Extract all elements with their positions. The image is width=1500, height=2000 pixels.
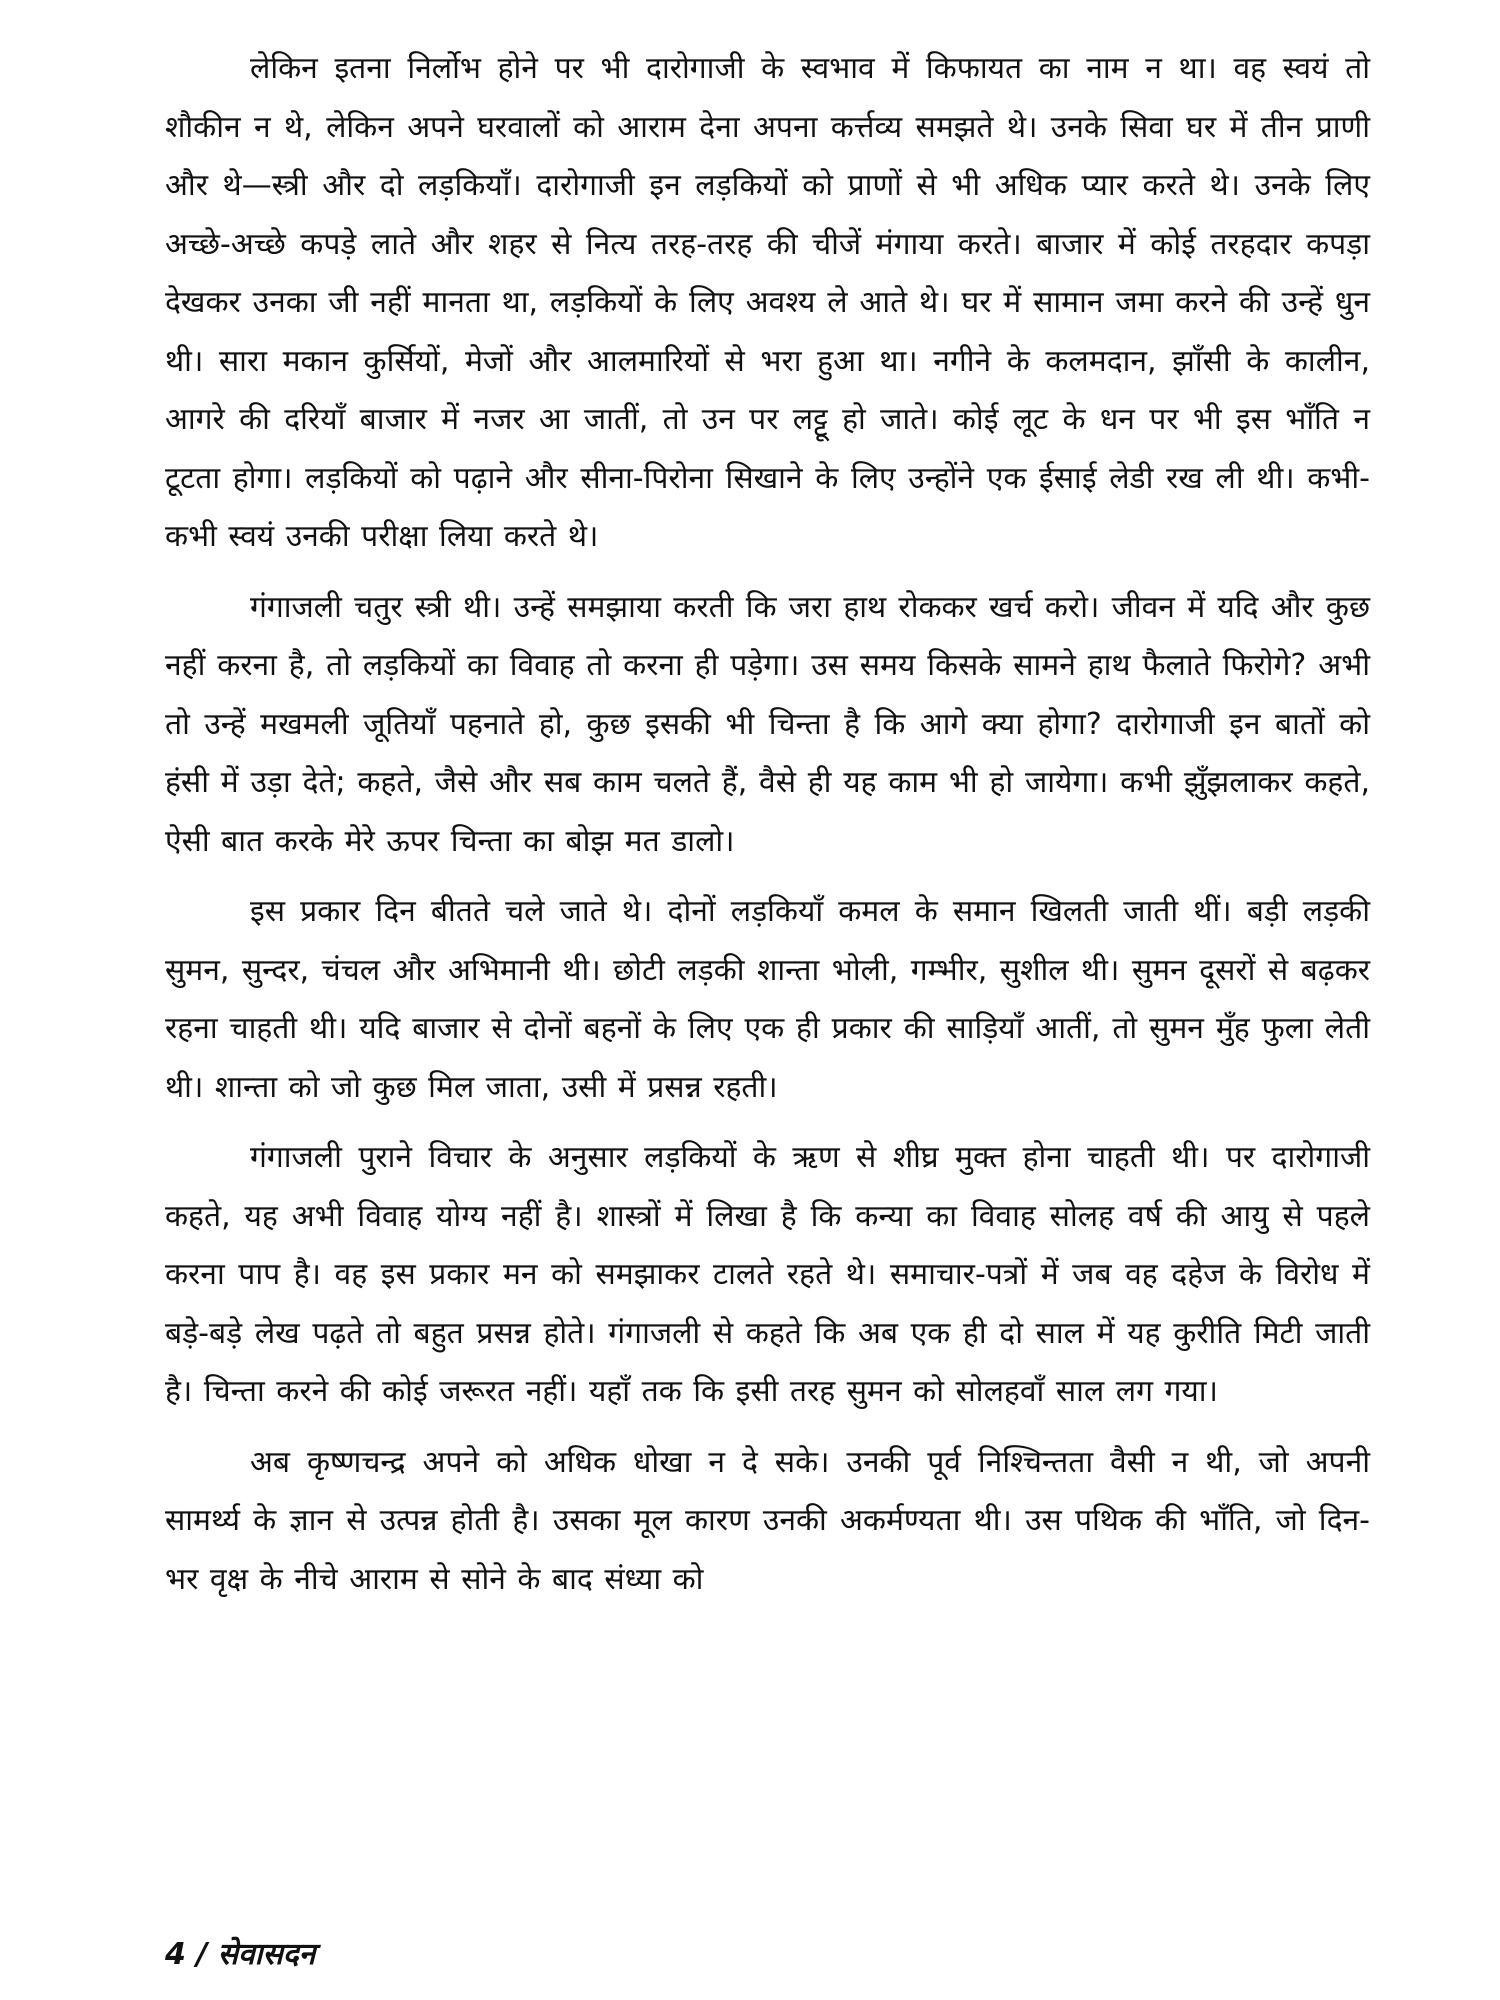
paragraph-4: गंगाजली पुराने विचार के अनुसार लड़कियों के ऋण से शीघ्र मुक्त होना चाहती थी। पर दारोगाजी कहते, यह अभी विवाह योग्य नहीं है। शास्त्रों में लिखा है कि कन्या का विवाह सोलह वर्ष की आयु से पहले करना पाप है। वह इस प्रकार मन को समझाकर टालते रहते थे। समाचार-पत्रों में जब वह दहेज के विरोध में बड़े-बड़े लेख पढ़ते तो बहुत प्रसन्न होते। गंगाजली से कहते कि अब एक ही दो साल में यह कुरीति मिटी जाती है। चिन्ता करने की कोई जरूरत नहीं। यहाँ तक कि इसी तरह सुमन को सोलहवाँ साल लग गया। [165,1140,1371,1409]
paragraph-3: इस प्रकार दिन बीतते चले जाते थे। दोनों लड़कियाँ कमल के समान खिलती जाती थीं। बड़ी लड़की सुमन, सुन्दर, चंचल और अभिमानी थी। छोटी लड़की शान्ता भोली, गम्भीर, सुशील थी। सुमन दूसरों से बढ़कर रहना चाहती थी। यदि बाजार से दोनों बहनों के लिए एक ही प्रकार की साड़ियाँ आतीं, तो सुमन मुँह फुला लेती थी। शान्ता को जो कुछ मिल जाता, उसी में प्रसन्न रहती। [165,894,1370,1105]
paragraph-1: लेकिन इतना निर्लोभ होने पर भी दारोगाजी के स्वभाव में किफायत का नाम न था। वह स्वयं तो शौकीन न थे, लेकिन अपने घरवालों को आराम देना अपना कर्त्तव्य समझते थे। उनके सिवा घर में तीन प्राणी और थे—स्त्री और दो लड़कियाँ। दारोगाजी इन लड़कियों को प्राणों से भी अधिक प्यार करते थे। उनके लिए अच्छे-अच्छे कपड़े लाते और शहर से नित्य तरह-तरह की चीजें मंगाया करते। बाजार में कोई तरहदार कपड़ा देखकर उनका जी नहीं मानता था, लड़कियों के लिए अवश्य ले आते थे। घर में सामान जमा करने की उन्हें धुन थी। सारा मकान कुर्सियों, मेजों और आलमारियों से भरा हुआ था। नगीने के कलमदान, झाँसी के कालीन, आगरे की दरियाँ बाजार में नजर आ जातीं, तो उन पर लट्टू हो जाते। कोई लूट के धन पर भी इस भाँति न टूटता होगा। लड़कियों को पढ़ाने और सीना-पिरोना सिखाने के लिए उन्होंने एक ईसाई लेडी रख ली थी। कभी-कभी स्वयं उनकी परीक्षा लिया करते थे। [165,51,1370,554]
paragraph-5: अब कृष्णचन्द्र अपने को अधिक धोखा न दे सके। उनकी पूर्व निश्चिन्तता वैसी न थी, जो अपनी सामर्थ्य के ज्ञान से उत्पन्न होती है। उसका मूल कारण उनकी अकर्मण्यता थी। उस पथिक की भाँति, जो दिन-भर वृक्ष के नीचे आराम से सोने के बाद संध्या को [165,1444,1370,1597]
book-page [165,40,1370,1940]
paragraph-2: गंगाजली चतुर स्त्री थी। उन्हें समझाया करती कि जरा हाथ रोककर खर्च करो। जीवन में यदि और कुछ नहीं करना है, तो लड़कियों का विवाह तो करना ही पड़ेगा। उस समय किसके सामने हाथ फैलाते फिरोगे? अभी तो उन्हें मखमली जूतियाँ पहनाते हो, कुछ इसकी भी चिन्ता है कि आगे क्या होगा? दारोगाजी इन बातों को हंसी में उड़ा देते; कहते, जैसे और सब काम चलते हैं, वैसे ही यह काम भी हो जायेगा। कभी झुँझलाकर कहते, ऐसी बात करके मेरे ऊपर चिन्ता का बोझ मत डालो। [165,589,1370,859]
page-footer: 4 / सेवासदन [165,1937,316,1972]
